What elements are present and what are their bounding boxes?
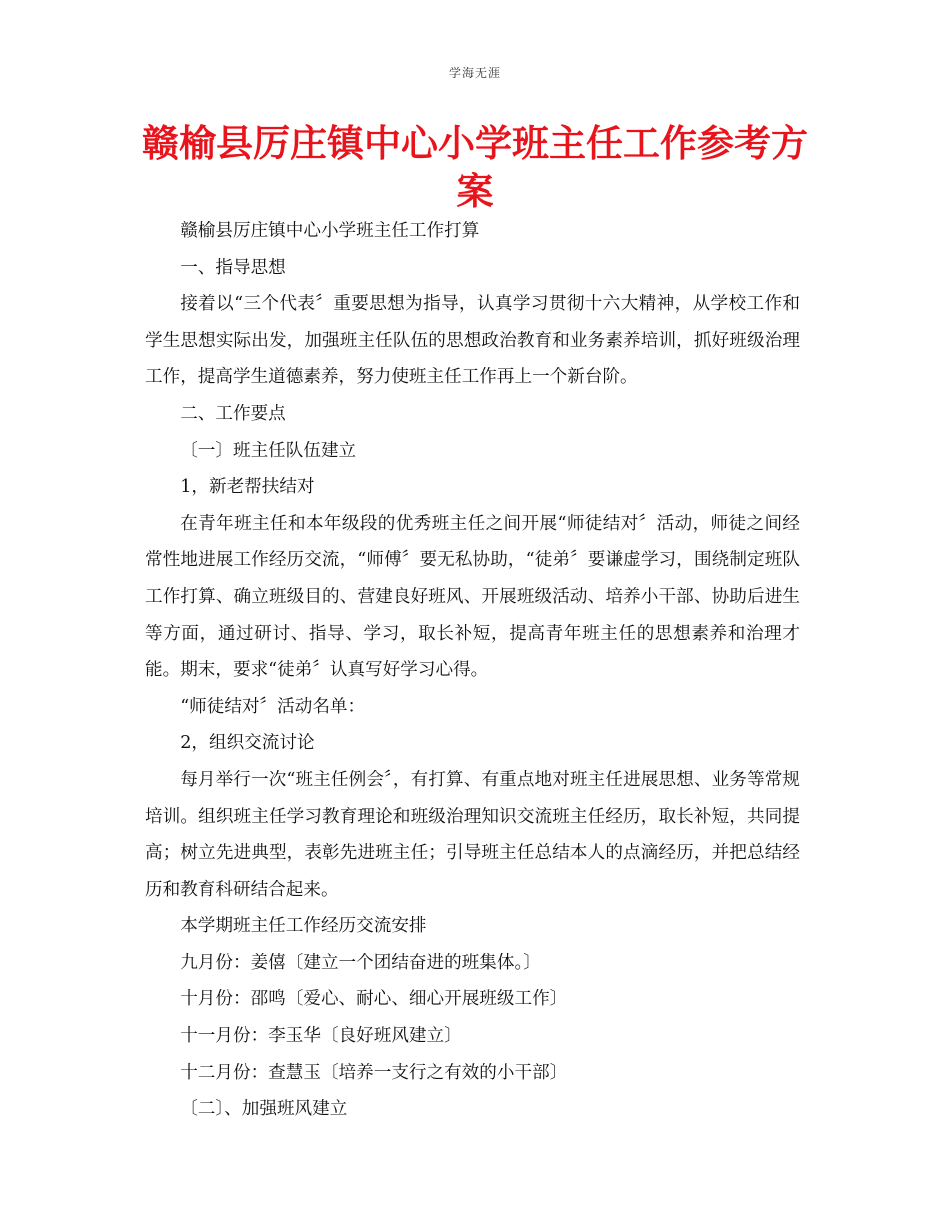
item-heading: 1，新老帮扶结对 <box>180 477 315 498</box>
section-heading: 二、工作要点 <box>180 403 286 424</box>
schedule-item: 九月份：姜僖〔建立一个团结奋进的班集体。〕 <box>180 952 541 973</box>
schedule-item: 十一月份：李玉华〔良好班风建立〕 <box>180 1026 462 1047</box>
item-heading: 2，组织交流讨论 <box>180 733 315 754</box>
page-header: 学海无涯 <box>448 66 501 80</box>
paragraph: “师徒结对〞活动名单： <box>180 696 366 717</box>
paragraph: 本学期班主任工作经历交流安排 <box>180 916 427 937</box>
paragraph: 接着以“三个代表〞重要思想为指导，认真学习贯彻十六大精神，从学校工作和学生思想实际出发，加强班主任队伍的思想政治教育和业务素养培训，抓好班级治理工作，提高学生道德素养，努力使班主任工作再上一个新台阶。 <box>145 294 800 388</box>
subsection-heading: 〔二〕、加强班风建立 <box>180 1099 348 1120</box>
subsection-heading: 〔一〕班主任队伍建立 <box>180 440 357 461</box>
document-body <box>145 213 800 1128</box>
section-heading: 一、指导思想 <box>180 257 286 278</box>
schedule-item: 十月份：邵鸣〔爱心、耐心、细心开展班级工作〕 <box>180 989 568 1010</box>
paragraph: 每月举行一次“班主任例会〞，有打算、有重点地对班主任进展思想、业务等常规培训。组织班主任学习教育理论和班级治理知识交流班主任经历，取长补短，共同提高；树立先进典型，表彰先进班主任；引导班主任总结本人的点滴经历，并把总结经历和教育科研结合起来。 <box>145 769 800 900</box>
subtitle-paragraph: 赣榆县厉庄镇中心小学班主任工作打算 <box>180 221 480 241</box>
schedule-item: 十二月份：查慧玉〔培养一支行之有效的小干部〕 <box>180 1062 568 1083</box>
document-title: 赣榆县厉庄镇中心小学班主任工作参考方案 <box>142 122 808 213</box>
paragraph: 在青年班主任和本年级段的优秀班主任之间开展“师徒结对〞活动，师徒之间经常性地进展工作经历交流，“师傅〞要无私协助，“徒弟〞要谦虚学习，围绕制定班队工作打算、确立班级目的、营建良好班风、开展班级活动、培养小干部、协助后进生等方面，通过研讨、指导、学习，取长补短，提高青年班主任的思想素养和治理才能。期末，要求“徒弟〞认真写好学习心得。 <box>145 513 800 681</box>
